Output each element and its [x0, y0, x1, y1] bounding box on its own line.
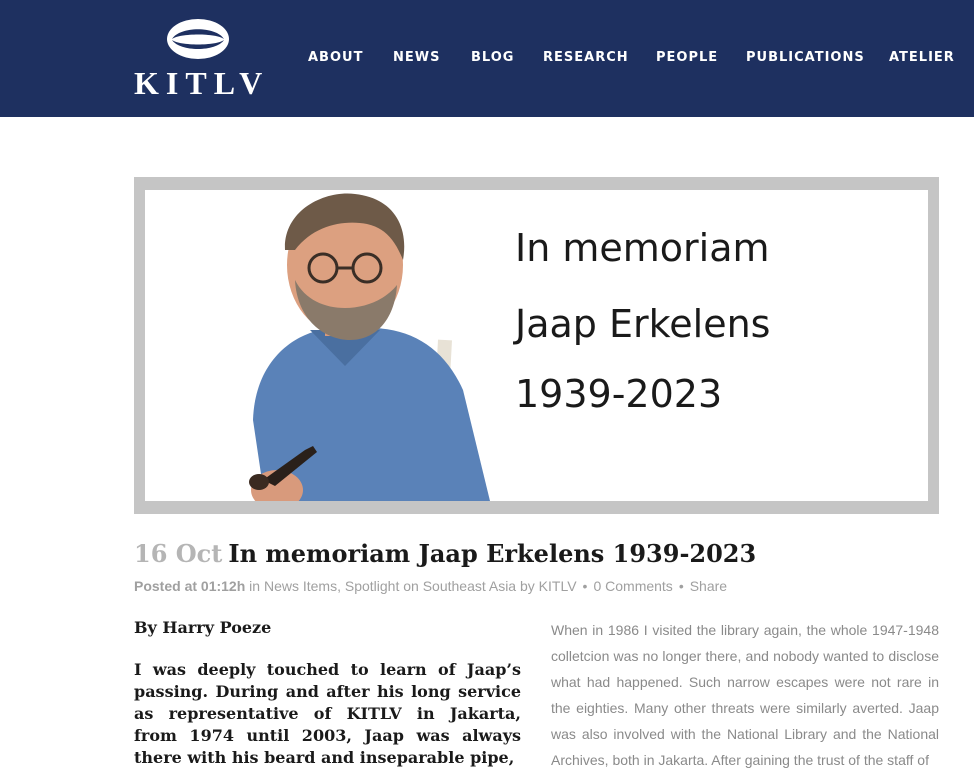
- post-author[interactable]: KITLV: [538, 578, 577, 594]
- nav-publications[interactable]: PUBLICATIONS: [746, 50, 865, 65]
- main-nav: [0, 49, 974, 69]
- posted-label: Posted at: [134, 578, 198, 594]
- featured-image-canvas: [145, 190, 928, 501]
- comments-link[interactable]: 0 Comments: [593, 578, 673, 594]
- in-label: in: [249, 578, 261, 594]
- hero-line-2: Jaap Erkelens: [515, 302, 771, 346]
- hero-line-1: In memoriam: [515, 226, 770, 270]
- post-time: 01:12h: [200, 578, 246, 594]
- meta-separator: •: [582, 578, 588, 594]
- lead-paragraph: I was deeply touched to learn of Jaap’s passing. During and after his long service as representative of KITLV in Jakarta, from 1974 until 2003, Jaap was always there with his beard and inseparable pipe,: [134, 660, 521, 767]
- nav-about[interactable]: ABOUT: [308, 50, 364, 65]
- nav-people[interactable]: PEOPLE: [656, 50, 719, 65]
- body-column-2: When in 1986 I visited the library again, the whole 1947-1948 colletcion was no longer there, and nobody wanted to disclose what had happened. Such narrow escapes were not rare in the eighties. Many other threats were similarly averted. Jaap was also involved with the National Library and the National Archives, both in Jakarta. After gaining the trust of the staff of: [551, 622, 939, 768]
- hero-line-3: 1939-2023: [515, 372, 723, 416]
- post-meta: Posted at 01:12h in News Items, Spotlight on Southeast Asia by KITLV • 0 Comments • Share: [134, 578, 728, 594]
- nav-blog[interactable]: BLOG: [471, 50, 515, 65]
- post-date: 16 Oct: [134, 539, 223, 568]
- meta-separator: •: [678, 578, 684, 594]
- category-spotlight[interactable]: Spotlight on Southeast Asia: [344, 578, 517, 594]
- nav-atelier[interactable]: ATELIER: [889, 50, 955, 65]
- logo-text: KITLV: [134, 65, 270, 101]
- nav-research[interactable]: RESEARCH: [543, 50, 629, 65]
- post-title-row: [134, 538, 954, 570]
- category-news-items[interactable]: News Items: [263, 578, 338, 594]
- by-label: by: [519, 578, 535, 594]
- share-link[interactable]: Share: [689, 578, 728, 594]
- nav-news[interactable]: NEWS: [393, 50, 441, 65]
- portrait-illustration: [145, 190, 505, 501]
- featured-image[interactable]: [134, 177, 939, 514]
- site-header: [0, 0, 974, 117]
- byline: By Harry Poeze: [134, 618, 272, 637]
- post-title: In memoriam Jaap Erkelens 1939-2023: [228, 539, 757, 568]
